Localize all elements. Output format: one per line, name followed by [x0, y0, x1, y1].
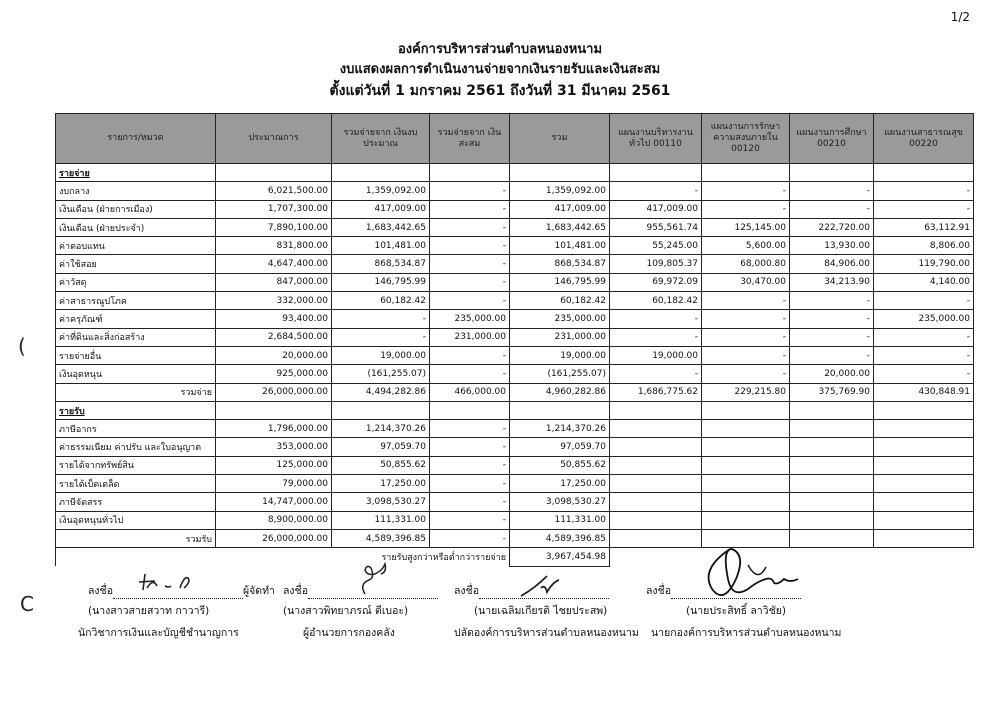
table-cell: 8,900,000.00 [216, 511, 332, 529]
table-cell: 417,009.00 [332, 200, 430, 218]
table-cell [790, 164, 874, 182]
table-cell: - [430, 493, 510, 511]
table-cell: รายจ่ายอื่น [56, 346, 216, 364]
table-cell [610, 164, 702, 182]
column-header: แผนงานการศึกษา 00210 [790, 114, 874, 164]
column-header: ประมาณการ [216, 114, 332, 164]
column-header: แผนงานการรักษา ความสงบภายใน 00120 [702, 114, 790, 164]
table-cell: - [702, 365, 790, 383]
table-cell: - [874, 365, 974, 383]
table-row [56, 346, 974, 364]
table-cell: 69,972.09 [610, 273, 702, 291]
column-header: รวมจ่ายจาก เงินงบประมาณ [332, 114, 430, 164]
table-cell: - [874, 200, 974, 218]
table-cell [702, 456, 790, 474]
table-cell [702, 420, 790, 438]
table-cell: ค่าที่ดินและสิ่งก่อสร้าง [56, 328, 216, 346]
table-cell: 93,400.00 [216, 310, 332, 328]
table-cell: 353,000.00 [216, 438, 332, 456]
table-cell: ค่าวัสดุ [56, 273, 216, 291]
table-row [56, 365, 974, 383]
table-cell [874, 548, 974, 566]
table-cell: 14,747,000.00 [216, 493, 332, 511]
table-cell: 235,000.00 [430, 310, 510, 328]
signer-position: ปลัดองค์การบริหารส่วนตำบลหนองหนาม [454, 627, 639, 639]
table-cell [332, 164, 430, 182]
table-cell: 17,250.00 [510, 475, 610, 493]
table-cell: เงินอุดหนุน [56, 365, 216, 383]
table-cell [702, 511, 790, 529]
table-cell [790, 456, 874, 474]
table-cell: 222,720.00 [790, 218, 874, 236]
table-cell: 231,000.00 [510, 328, 610, 346]
table-cell: 925,000.00 [216, 365, 332, 383]
table-cell: 30,470.00 [702, 273, 790, 291]
table-cell: 5,600.00 [702, 237, 790, 255]
table-cell: 4,960,282.86 [510, 383, 610, 401]
table-cell: 868,534.87 [332, 255, 430, 273]
table-cell: รายรับ [56, 401, 216, 419]
table-cell [790, 401, 874, 419]
table-cell: 1,214,370.26 [510, 420, 610, 438]
table-cell [610, 511, 702, 529]
page-number: 1/2 [950, 10, 970, 24]
signer-position: ผู้อำนวยการกองคลัง [303, 627, 395, 639]
table-cell [216, 401, 332, 419]
margin-mark: C [20, 592, 34, 616]
table-cell [874, 401, 974, 419]
table-cell: - [702, 182, 790, 200]
table-cell: - [790, 310, 874, 328]
table-cell: 97,059.70 [510, 438, 610, 456]
table-cell: 26,000,000.00 [216, 529, 332, 547]
table-cell: 332,000.00 [216, 292, 332, 310]
table-cell: - [610, 365, 702, 383]
table-cell [702, 475, 790, 493]
header-row [56, 114, 974, 164]
table-cell: 229,215.80 [702, 383, 790, 401]
table-cell: 19,000.00 [332, 346, 430, 364]
column-header: รวม [510, 114, 610, 164]
table-cell [790, 438, 874, 456]
table-cell: 847,000.00 [216, 273, 332, 291]
table-cell: - [702, 310, 790, 328]
table-cell: (161,255.07) [332, 365, 430, 383]
table-cell [610, 529, 702, 547]
table-cell: 430,848.91 [874, 383, 974, 401]
signer-name: (นายเฉลิมเกียรติ ไชยประสพ) [474, 605, 608, 617]
report-title: งบแสดงผลการดำเนินงานจ่ายจากเงินรายรับและเงินสะสม [339, 62, 661, 77]
table-cell [510, 401, 610, 419]
table-cell [610, 420, 702, 438]
handwritten-signature [700, 545, 810, 605]
table-cell: - [790, 292, 874, 310]
table-cell: 146,795.99 [510, 273, 610, 291]
table-cell [874, 438, 974, 456]
table-row [56, 420, 974, 438]
table-cell: 68,000.80 [702, 255, 790, 273]
table-cell: รายได้จากทรัพย์สิน [56, 456, 216, 474]
table-cell: 109,805.37 [610, 255, 702, 273]
table-cell [874, 456, 974, 474]
table-cell: 60,182.42 [332, 292, 430, 310]
table-cell: 13,930.00 [790, 237, 874, 255]
table-cell: - [702, 328, 790, 346]
table-cell: 1,359,092.00 [332, 182, 430, 200]
sign-label: ลงชื่อ [283, 585, 308, 597]
table-cell [790, 420, 874, 438]
table-cell: 26,000,000.00 [216, 383, 332, 401]
table-cell [332, 401, 430, 419]
handwritten-signature [135, 568, 225, 598]
table-row [56, 475, 974, 493]
table-cell [610, 456, 702, 474]
table-cell [610, 493, 702, 511]
table-cell [790, 493, 874, 511]
table-cell: 868,534.87 [510, 255, 610, 273]
table-cell: - [430, 255, 510, 273]
table-cell: 79,000.00 [216, 475, 332, 493]
table-row [56, 310, 974, 328]
signer-position: นายกองค์การบริหารส่วนตำบลหนองหนาม [651, 627, 842, 639]
signer-name: (นายประสิทธิ์ ลาวิชัย) [686, 605, 786, 617]
table-cell: 20,000.00 [790, 365, 874, 383]
table-cell: ค่าตอบแทน [56, 237, 216, 255]
table-cell: - [430, 529, 510, 547]
table-row [56, 328, 974, 346]
sign-role: ผู้จัดทำ [243, 585, 275, 597]
table-cell: - [430, 200, 510, 218]
sign-label: ลงชื่อ [454, 585, 479, 597]
table-cell: เงินเดือน (ฝ่ายประจำ) [56, 218, 216, 236]
table-cell: 55,245.00 [610, 237, 702, 255]
table-cell: 4,494,282.86 [332, 383, 430, 401]
table-row [56, 182, 974, 200]
table-cell: - [430, 420, 510, 438]
table-cell: รวมจ่าย [56, 383, 216, 401]
table-cell: 50,855.62 [510, 456, 610, 474]
table-cell: - [790, 346, 874, 364]
table-cell: ภาษีจัดสรร [56, 493, 216, 511]
table-row [56, 255, 974, 273]
table-row [56, 438, 974, 456]
table-cell [610, 475, 702, 493]
table-cell: - [430, 182, 510, 200]
table-cell: เงินเดือน (ฝ่ายการเมือง) [56, 200, 216, 218]
total-row [56, 529, 974, 547]
report-period: ตั้งแต่วันที่ 1 มกราคม 2561 ถึงวันที่ 31 มีนาคม 2561 [329, 83, 671, 99]
table-cell: - [430, 475, 510, 493]
table-cell: - [430, 292, 510, 310]
table-cell: 1,796,000.00 [216, 420, 332, 438]
table-cell: 20,000.00 [216, 346, 332, 364]
table-cell: 1,683,442.65 [510, 218, 610, 236]
table-cell: 101,481.00 [332, 237, 430, 255]
section-row [56, 401, 974, 419]
section-row [56, 164, 974, 182]
table-cell: 1,683,442.65 [332, 218, 430, 236]
table-row [56, 200, 974, 218]
column-header: แผนงานสาธารณสุข 00220 [874, 114, 974, 164]
table-cell: 125,145.00 [702, 218, 790, 236]
signer-name: (นางสาวพิทยาภรณ์ ตีเบอะ) [283, 605, 409, 617]
table-row [56, 493, 974, 511]
table-cell [874, 420, 974, 438]
table-cell: ค่าธรรมเนียม ค่าปรับ และใบอนุญาต [56, 438, 216, 456]
table-cell: 3,098,530.27 [510, 493, 610, 511]
table-cell: 235,000.00 [510, 310, 610, 328]
table-cell: 60,182.42 [510, 292, 610, 310]
table-cell: - [702, 292, 790, 310]
table-cell: 3,967,454.98 [510, 548, 610, 566]
table-cell: - [874, 292, 974, 310]
table-cell: - [430, 218, 510, 236]
table-cell: - [790, 328, 874, 346]
table-cell [790, 511, 874, 529]
table-cell: 111,331.00 [510, 511, 610, 529]
table-cell: 84,906.00 [790, 255, 874, 273]
handwritten-signature [515, 572, 575, 600]
table-cell: - [430, 456, 510, 474]
table-cell [702, 164, 790, 182]
table-cell: 111,331.00 [332, 511, 430, 529]
table-cell [216, 164, 332, 182]
table-cell: 4,140.00 [874, 273, 974, 291]
table-cell: รายจ่าย [56, 164, 216, 182]
signer-position: นักวิชาการเงินและบัญชีชำนาญการ [78, 627, 239, 639]
table-cell: 146,795.99 [332, 273, 430, 291]
table-cell: 3,098,530.27 [332, 493, 430, 511]
table-cell [874, 529, 974, 547]
table-cell: 6,021,500.00 [216, 182, 332, 200]
table-cell: 235,000.00 [874, 310, 974, 328]
table-cell: - [332, 328, 430, 346]
table-cell: - [874, 182, 974, 200]
table-cell: - [430, 365, 510, 383]
table-cell [702, 401, 790, 419]
table-cell: 101,481.00 [510, 237, 610, 255]
table-cell: รายรับสูงกว่าหรือต่ำกว่ารายจ่าย [56, 548, 510, 566]
table-cell: ค่าสาธารณูปโภค [56, 292, 216, 310]
signer-name: (นางสาวสายสวาท กาวารี) [88, 605, 210, 617]
table-cell: - [702, 346, 790, 364]
table-cell: 1,686,775.62 [610, 383, 702, 401]
table-cell: ภาษีอากร [56, 420, 216, 438]
table-row [56, 292, 974, 310]
table-cell: 7,890,100.00 [216, 218, 332, 236]
table-cell: 955,561.74 [610, 218, 702, 236]
table-cell [610, 438, 702, 456]
table-cell [790, 475, 874, 493]
table-cell: 8,806.00 [874, 237, 974, 255]
table-cell: 60,182.42 [610, 292, 702, 310]
table-cell: - [430, 237, 510, 255]
table-cell: - [790, 182, 874, 200]
table-cell [702, 493, 790, 511]
table-row [56, 218, 974, 236]
table-row [56, 511, 974, 529]
table-cell: (161,255.07) [510, 365, 610, 383]
table-cell: - [874, 346, 974, 364]
table-cell [874, 475, 974, 493]
table-cell: - [610, 182, 702, 200]
table-cell: 19,000.00 [610, 346, 702, 364]
table-cell: งบกลาง [56, 182, 216, 200]
table-cell: 34,213.90 [790, 273, 874, 291]
table-cell: - [430, 346, 510, 364]
table-cell: 119,790.00 [874, 255, 974, 273]
table-cell [430, 401, 510, 419]
table-row [56, 273, 974, 291]
surplus-row [56, 548, 974, 566]
table-cell: ค่าครุภัณฑ์ [56, 310, 216, 328]
table-cell: รวมรับ [56, 529, 216, 547]
table-cell: 417,009.00 [610, 200, 702, 218]
table-row [56, 456, 974, 474]
table-cell: รายได้เบ็ดเตล็ด [56, 475, 216, 493]
total-row [56, 383, 974, 401]
table-cell: 50,855.62 [332, 456, 430, 474]
table-cell: - [702, 200, 790, 218]
table-cell: 97,059.70 [332, 438, 430, 456]
sign-label: ลงชื่อ [646, 585, 671, 597]
table-cell: 1,214,370.26 [332, 420, 430, 438]
table-cell: 831,800.00 [216, 237, 332, 255]
table-cell: - [790, 200, 874, 218]
table-cell: - [874, 328, 974, 346]
table-cell: 1,359,092.00 [510, 182, 610, 200]
table-cell [702, 438, 790, 456]
table-cell: - [332, 310, 430, 328]
column-header: รายการ/หมวด [56, 114, 216, 164]
table-cell: 375,769.90 [790, 383, 874, 401]
table-cell: ค่าใช้สอย [56, 255, 216, 273]
table-cell: 231,000.00 [430, 328, 510, 346]
table-cell: 4,589,396.85 [332, 529, 430, 547]
table-cell: 4,589,396.85 [510, 529, 610, 547]
table-cell [610, 548, 702, 566]
table-cell: - [430, 438, 510, 456]
table-cell: 17,250.00 [332, 475, 430, 493]
table-cell: 417,009.00 [510, 200, 610, 218]
sign-label: ลงชื่อ [88, 585, 113, 597]
column-header: รวมจ่ายจาก เงินสะสม [430, 114, 510, 164]
report-table [55, 113, 974, 567]
table-cell [610, 401, 702, 419]
table-cell [874, 511, 974, 529]
table-cell: 466,000.00 [430, 383, 510, 401]
org-title: องค์การบริหารส่วนตำบลหนองหนาม [397, 42, 603, 57]
column-header: แผนงานบริหารงาน ทั่วไป 00110 [610, 114, 702, 164]
margin-mark: ( [18, 334, 26, 358]
handwritten-signature [345, 560, 395, 598]
table-cell: - [610, 328, 702, 346]
table-cell [874, 493, 974, 511]
table-cell: เงินอุดหนุนทั่วไป [56, 511, 216, 529]
table-cell: 4,647,400.00 [216, 255, 332, 273]
table-cell: 19,000.00 [510, 346, 610, 364]
table-cell [510, 164, 610, 182]
table-cell [430, 164, 510, 182]
table-cell: 63,112.91 [874, 218, 974, 236]
table-cell: - [430, 273, 510, 291]
table-cell [874, 164, 974, 182]
table-cell: 125,000.00 [216, 456, 332, 474]
table-cell: 1,707,300.00 [216, 200, 332, 218]
table-cell: - [430, 511, 510, 529]
table-cell: 2,684,500.00 [216, 328, 332, 346]
table-row [56, 237, 974, 255]
table-cell: - [610, 310, 702, 328]
